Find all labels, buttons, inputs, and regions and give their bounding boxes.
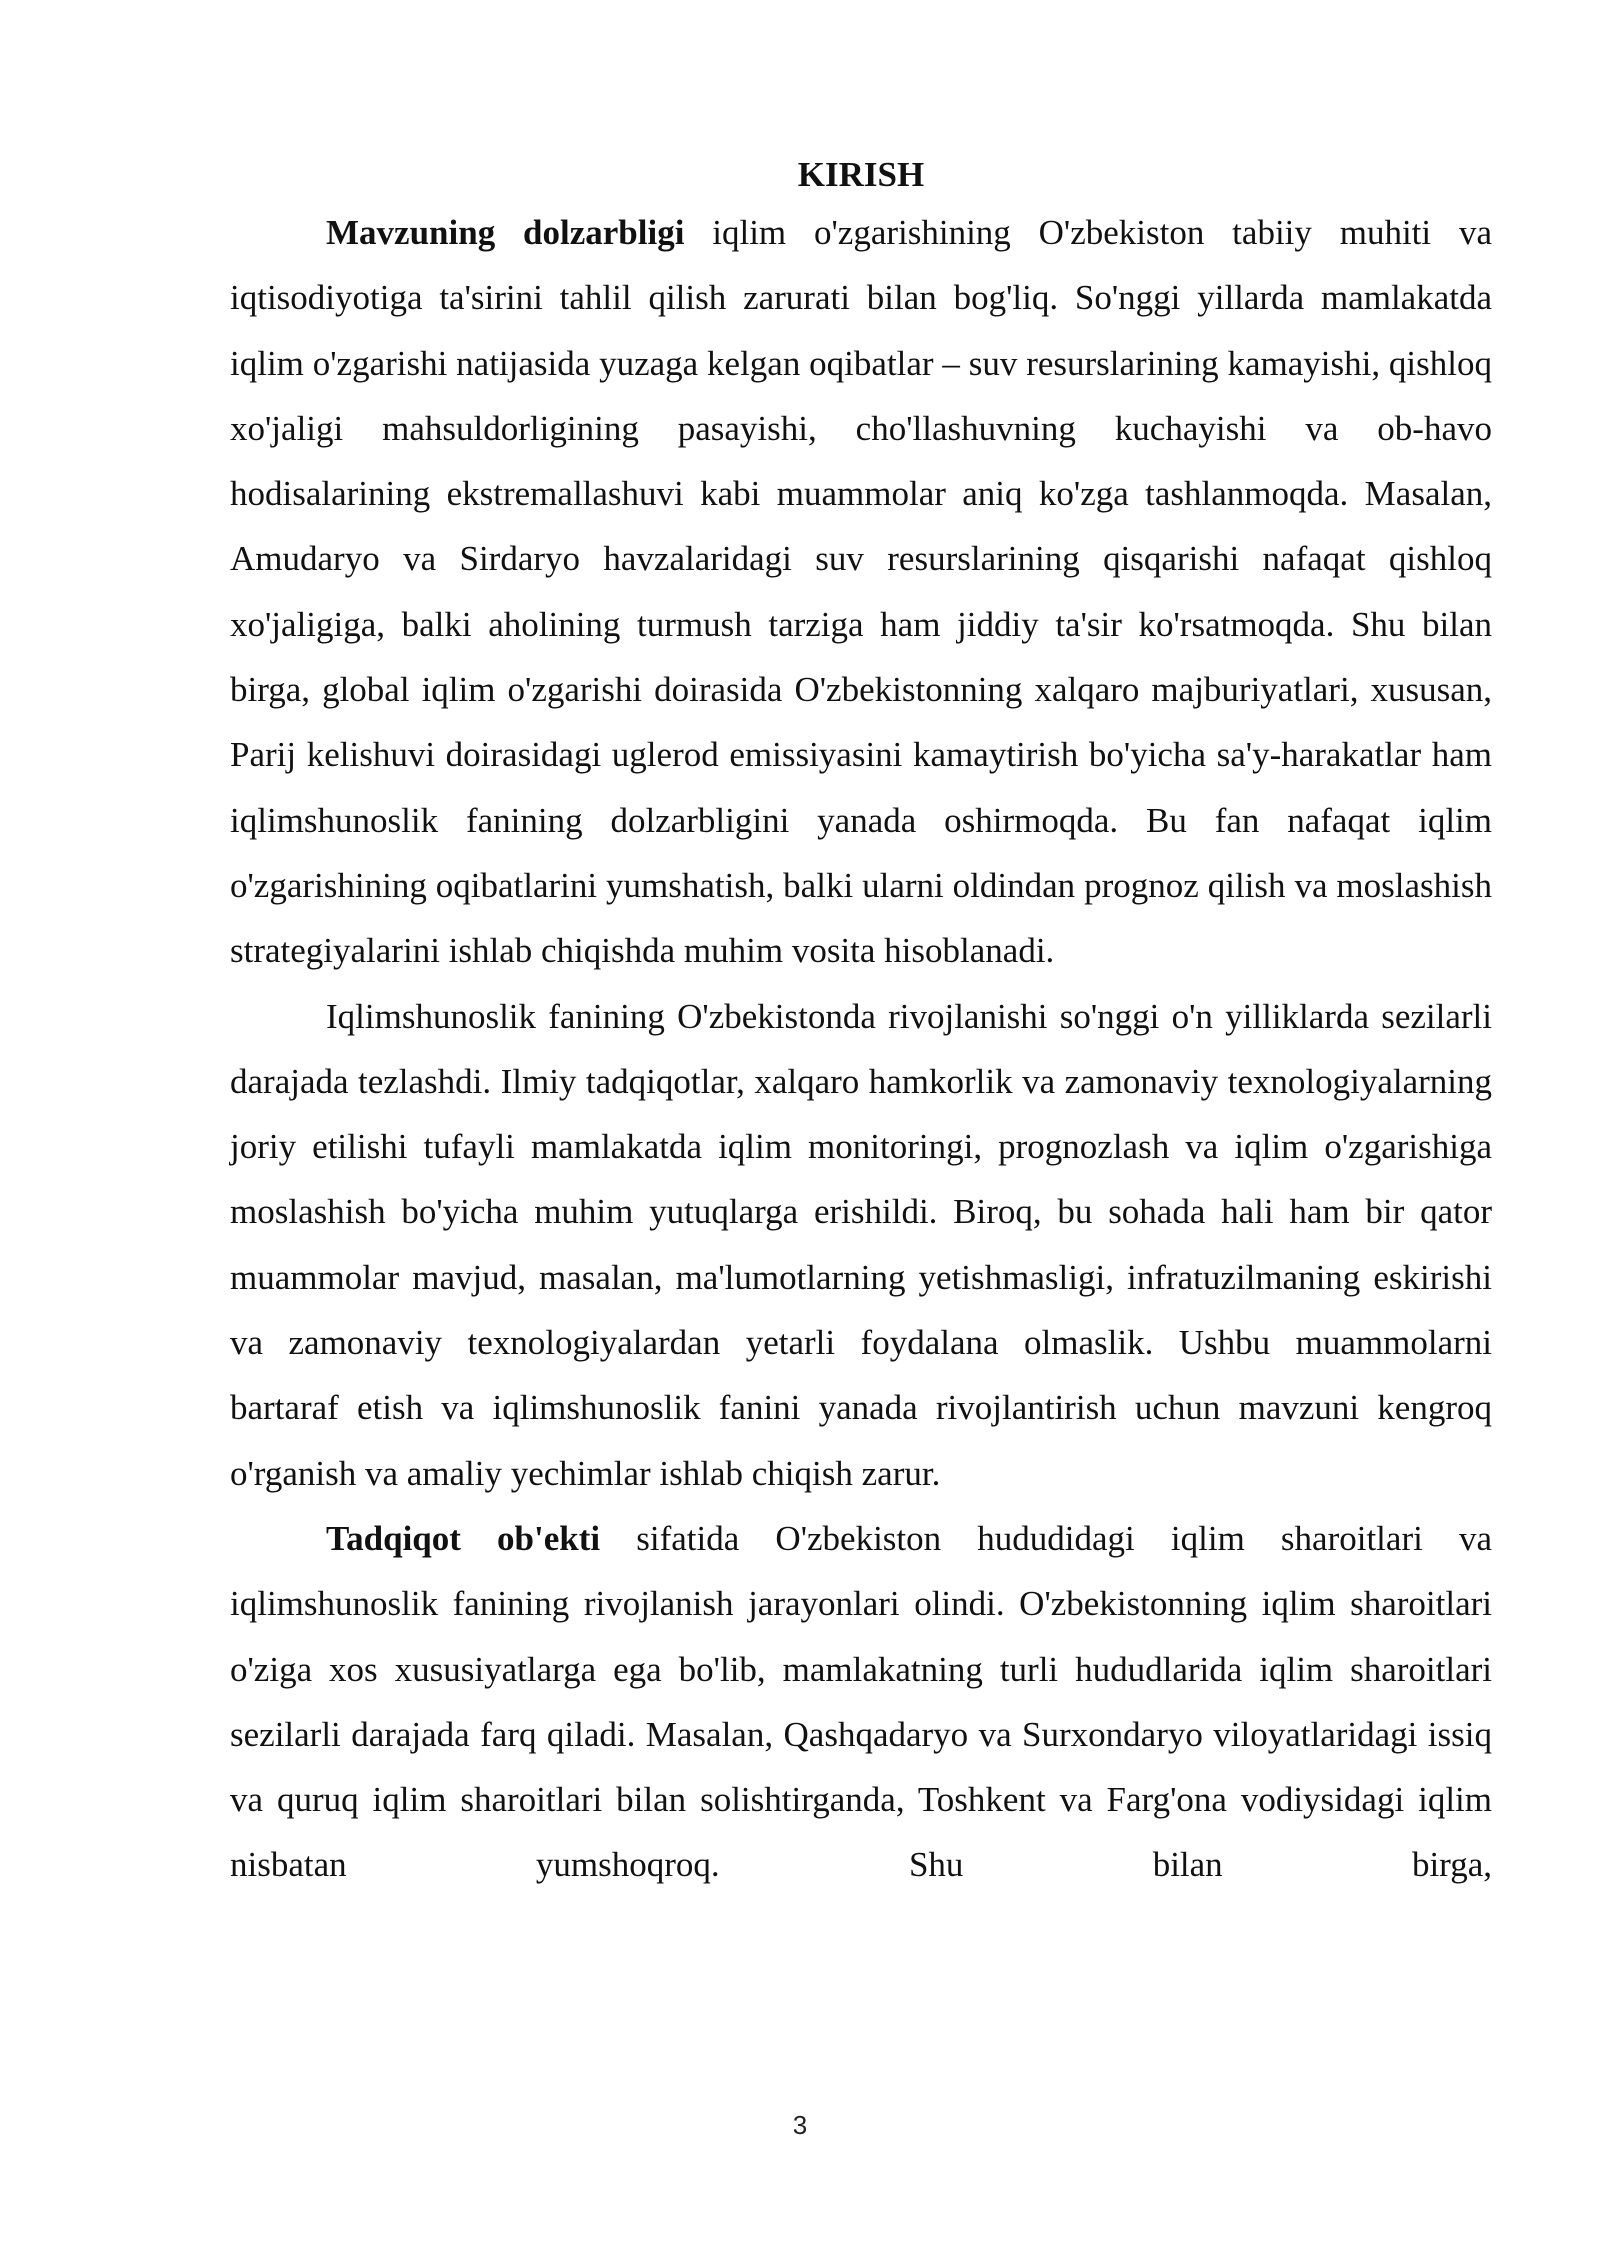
page-content xyxy=(230,150,1492,1898)
section-heading: KIRISH xyxy=(797,155,925,194)
paragraph-bold-lead: Mavzuning dolzarbligi xyxy=(326,213,685,252)
paragraph-research-object xyxy=(230,1506,1492,1898)
paragraph-text: Iqlimshunoslik fanining O'zbekistonda rivojlanishi so'nggi o'n yilliklarda sezilarli darajada tezlashdi. Ilmiy tadqiqotlar, xalqaro hamkorlik va zamonaviy texnologiyalarning joriy etilishi tufayli mamlakatda iqlim monitoringi, prognozlash va iqlim o'zgarishiga moslashish bo'yicha muhim yutuqlarga erishildi. Biroq, bu sohada hali ham bir qator muammolar mavjud, masalan, ma'lumotlarning yetishmasligi, infratuzilmaning eskirishi va zamonaviy texnologiyalardan yetarli foydalana olmaslik. Ushbu muammolarni bartaraf etish va iqlimshunoslik fanini yanada rivojlantirish uchun mavzuni kengroq o'rganish va amaliy yechimlar ishlab chiqish zarur. xyxy=(230,996,1492,1493)
paragraph-relevance xyxy=(230,200,1492,984)
paragraph-development xyxy=(230,984,1492,1506)
paragraph-bold-lead: Tadqiqot ob'ekti xyxy=(326,1518,601,1558)
page-number: 3 xyxy=(792,2110,808,2140)
paragraph-text: sifatida O'zbekiston hududidagi iqlim sharoitlari va iqlimshunoslik fanining rivojlanish jarayonlari olindi. O'zbekistonning iqlim sharoitlari o'ziga xos xususiyatlarga ega bo'lib, mamlakatning turli hududlarida iqlim sharoitlari sezilarli darajada farq qiladi. Masalan, Qashqadaryo va Surxondaryo viloyatlaridagi issiq va quruq iqlim sharoitlari bilan solishtirganda, Toshkent va Farg'ona vodiysidagi iqlim nisbatan yumshoqroq. Shu bilan birga, xyxy=(230,1518,1492,1885)
paragraph-text: iqlim o'zgarishining O'zbekiston tabiiy muhiti va iqtisodiyotiga ta'sirini tahlil qilish zarurati bilan bog'liq. So'nggi yillarda mamlakatda iqlim o'zgarishi natijasida yuzaga kelgan oqibatlar – suv resurslarining kamayishi, qishloq xo'jaligi mahsuldorligining pasayishi, cho'llashuvning kuchayishi va ob-havo hodisalarining ekstremallashuvi kabi muammolar aniq ko'zga tashlanmoqda. Masalan, Amudaryo va Sirdaryo havzalaridagi suv resurslarining qisqarishi nafaqat qishloq xo'jaligiga, balki aholining turmush tarziga ham jiddiy ta'sir ko'rsatmoqda. Shu bilan birga, global iqlim o'zgarishi doirasida O'zbekistonning xalqaro majburiyatlari, xususan, Parij kelishuvi doirasidagi uglerod emissiyasini kamaytirish bo'yicha sa'y-harakatlar ham iqlimshunoslik fanining dolzarbligini yanada oshirmoqda. Bu fan nafaqat iqlim o'zgarishining oqibatlarini yumshatish, balki ularni oldindan prognoz qilish va moslashish strategiyalarini ishlab chiqishda muhim vosita hisoblanadi. xyxy=(230,213,1492,971)
